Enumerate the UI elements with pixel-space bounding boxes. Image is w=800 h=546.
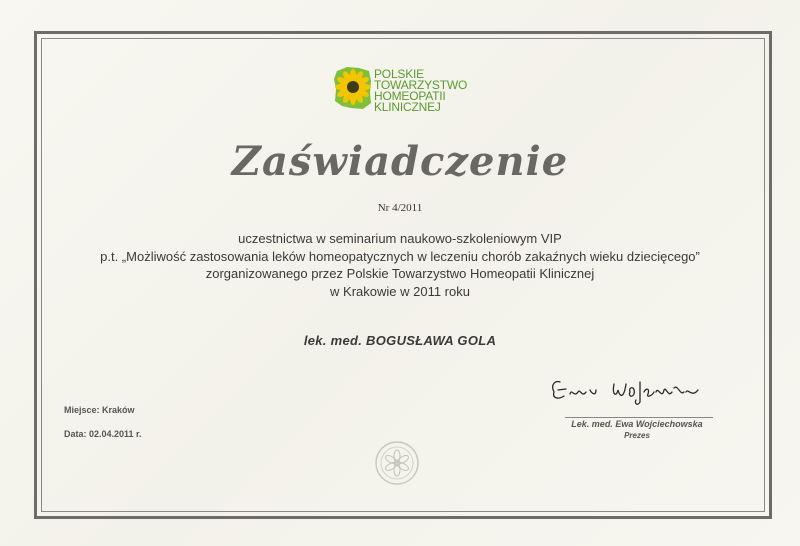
logo-line-2: TOWARZYSTWO	[374, 78, 468, 92]
body-line-4: w Krakowie w 2011 roku	[330, 283, 470, 299]
certificate-body	[0, 230, 800, 300]
logo-map-flower-icon	[333, 65, 373, 111]
date-label: Data: 02.04.2011 r.	[64, 429, 142, 439]
handwritten-signature	[548, 374, 708, 408]
embossed-seal-icon	[374, 440, 420, 486]
certificate-title: Zaświadczenie	[231, 138, 569, 185]
logo-text	[374, 69, 467, 113]
society-logo	[333, 65, 493, 125]
recipient-name: lek. med. BOGUSŁAWA GOLA	[303, 333, 497, 348]
logo-line-3: HOMEOPATII	[374, 89, 446, 103]
certificate-number: Nr 4/2011	[377, 202, 423, 214]
signer-name: Lek. med. Ewa Wojciechowska	[571, 419, 703, 429]
logo-line-4: KLINICZNEJ	[374, 100, 441, 114]
body-line-3: zorganizowanego przez Polskie Towarzystwo Homeopatii Klinicznej	[205, 266, 595, 281]
body-line-2: p.t. „Możliwość zastosowania leków homeopatycznych w leczeniu chorób zakaźnych wieku dziecięcego”	[100, 248, 700, 264]
place-label: Miejsce: Kraków	[64, 405, 135, 415]
signer-role: Prezes	[624, 431, 650, 440]
logo-line-1: POLSKIE	[374, 67, 424, 81]
body-line-1: uczestnictwa w seminarium naukowo-szkoleniowym VIP	[238, 231, 562, 246]
signature-line	[565, 417, 713, 418]
